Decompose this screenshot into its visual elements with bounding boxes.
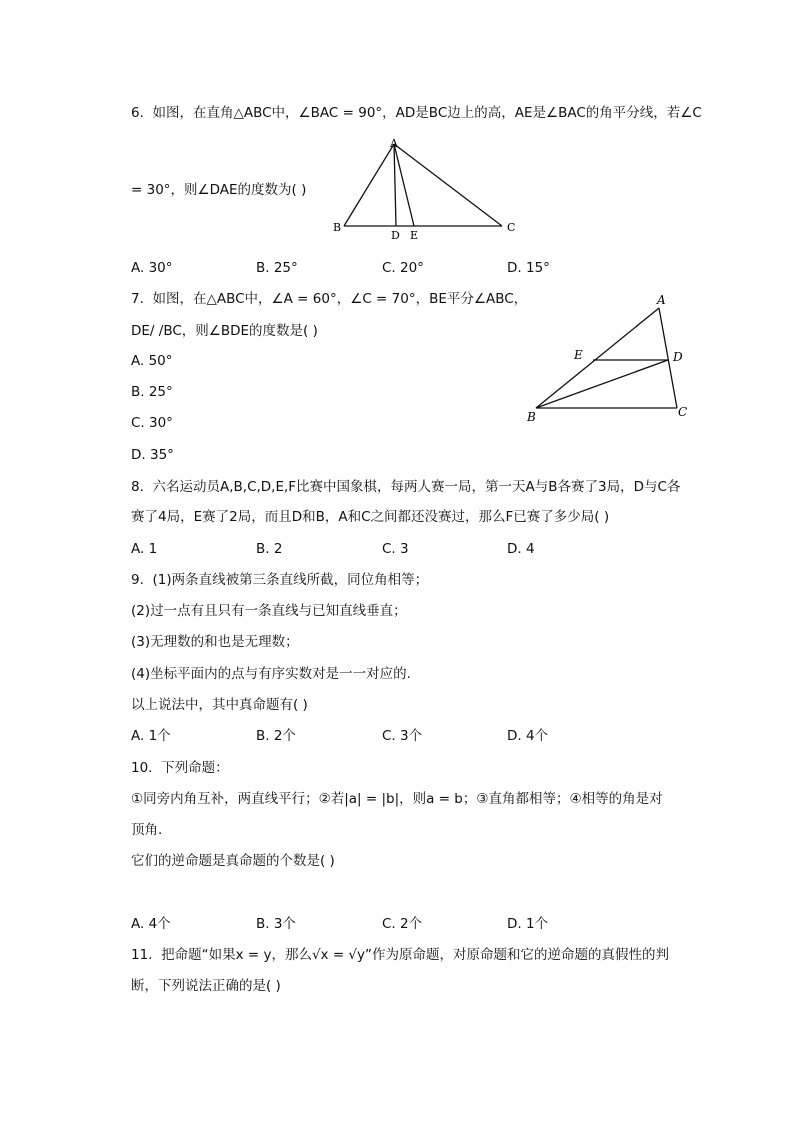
question-9-option-d: D. 4个 bbox=[507, 728, 549, 744]
question-10-option-d: D. 1个 bbox=[507, 916, 549, 932]
question-6-number: 6. bbox=[131, 105, 144, 121]
question-8-line-1: 8. 六名运动员A,B,C,D,E,F比赛中国象棋，每两人赛一局，第一天A与B各赛了3局，D与C各 bbox=[131, 479, 681, 495]
question-9-number: 9. bbox=[131, 572, 144, 588]
question-6-option-b: B. 25° bbox=[256, 260, 298, 276]
question-6-option-d: D. 15° bbox=[507, 260, 550, 276]
figure-6-label-e: E bbox=[410, 229, 419, 242]
question-7-option-b: B. 25° bbox=[131, 384, 173, 400]
question-7-option-c: C. 30° bbox=[131, 415, 173, 431]
question-10-line-4: 它们的逆命题是真命题的个数是( ) bbox=[131, 853, 335, 869]
question-8-option-b: B. 2 bbox=[256, 541, 283, 557]
question-10-line-3: 顶角. bbox=[131, 822, 163, 838]
question-10-line-2: ①同旁内角互补，两直线平行；②若|a| = |b|，则a = b；③直角都相等；④相等的角是对 bbox=[131, 791, 663, 807]
question-6-figure bbox=[328, 135, 528, 245]
question-8-option-a: A. 1 bbox=[131, 541, 158, 557]
question-8-line-2: 赛了4局，E赛了2局，而且D和B，A和C之间都还没赛过，那么F已赛了多少局( ) bbox=[131, 509, 610, 525]
question-7-line-2: DE/ /BC，则∠BDE的度数是( ) bbox=[131, 323, 318, 339]
figure-7-label-d: D bbox=[673, 350, 683, 364]
question-9-option-a: A. 1个 bbox=[131, 728, 171, 744]
question-9-line-5: 以上说法中，其中真命题有( ) bbox=[131, 697, 308, 713]
question-7-option-d: D. 35° bbox=[131, 447, 174, 463]
question-8-option-d: D. 4 bbox=[507, 541, 535, 557]
question-9-line-3: (3)无理数的和也是无理数； bbox=[131, 634, 299, 650]
question-7-option-a: A. 50° bbox=[131, 353, 173, 369]
figure-6-label-c: C bbox=[507, 221, 516, 234]
question-10-number: 10. bbox=[131, 760, 153, 776]
question-9-line-4: (4)坐标平面内的点与有序实数对是一一对应的. bbox=[131, 666, 411, 682]
question-11-line-1: 11. 把命题“如果x = y，那么√x = √y”作为原命题，对原命题和它的逆命题的真假性的判 bbox=[131, 947, 670, 963]
question-11-line-2: 断，下列说法正确的是( ) bbox=[131, 978, 281, 994]
question-9-option-b: B. 2个 bbox=[256, 728, 296, 744]
question-6-option-c: C. 20° bbox=[382, 260, 424, 276]
question-7-line-1: 7. 如图，在△ABC中，∠A = 60°，∠C = 70°，BE平分∠ABC， bbox=[131, 291, 528, 307]
question-10-option-a: A. 4个 bbox=[131, 916, 171, 932]
question-8-option-c: C. 3 bbox=[382, 541, 409, 557]
question-10-option-c: C. 2个 bbox=[382, 916, 423, 932]
question-7-number: 7. bbox=[131, 291, 144, 307]
question-6-line-1: 6. 如图，在直角△ABC中，∠BAC = 90°，AD是BC边上的高，AE是∠BAC的角平分线，若∠C bbox=[131, 105, 702, 121]
figure-7-label-e: E bbox=[574, 348, 583, 362]
question-9-option-c: C. 3个 bbox=[382, 728, 423, 744]
question-10-option-b: B. 3个 bbox=[256, 916, 296, 932]
figure-6-label-d: D bbox=[391, 229, 400, 242]
figure-7-label-b: B bbox=[527, 410, 536, 424]
figure-6-label-b: B bbox=[333, 221, 342, 234]
question-6-line-2: = 30°，则∠DAE的度数为( ) bbox=[131, 182, 307, 198]
question-6-option-a: A. 30° bbox=[131, 260, 173, 276]
question-9-line-1: 9. (1)两条直线被第三条直线所截，同位角相等； bbox=[131, 572, 429, 588]
question-7-figure bbox=[520, 288, 700, 428]
question-11-number: 11. bbox=[131, 947, 153, 963]
question-8-number: 8. bbox=[131, 479, 144, 495]
question-10-line-1: 10. 下列命题： bbox=[131, 760, 229, 776]
figure-6-label-a: A bbox=[390, 137, 398, 150]
figure-7-label-a: A bbox=[657, 293, 666, 307]
figure-7-label-c: C bbox=[678, 405, 688, 419]
question-9-line-2: (2)过一点有且只有一条直线与已知直线垂直； bbox=[131, 603, 407, 619]
